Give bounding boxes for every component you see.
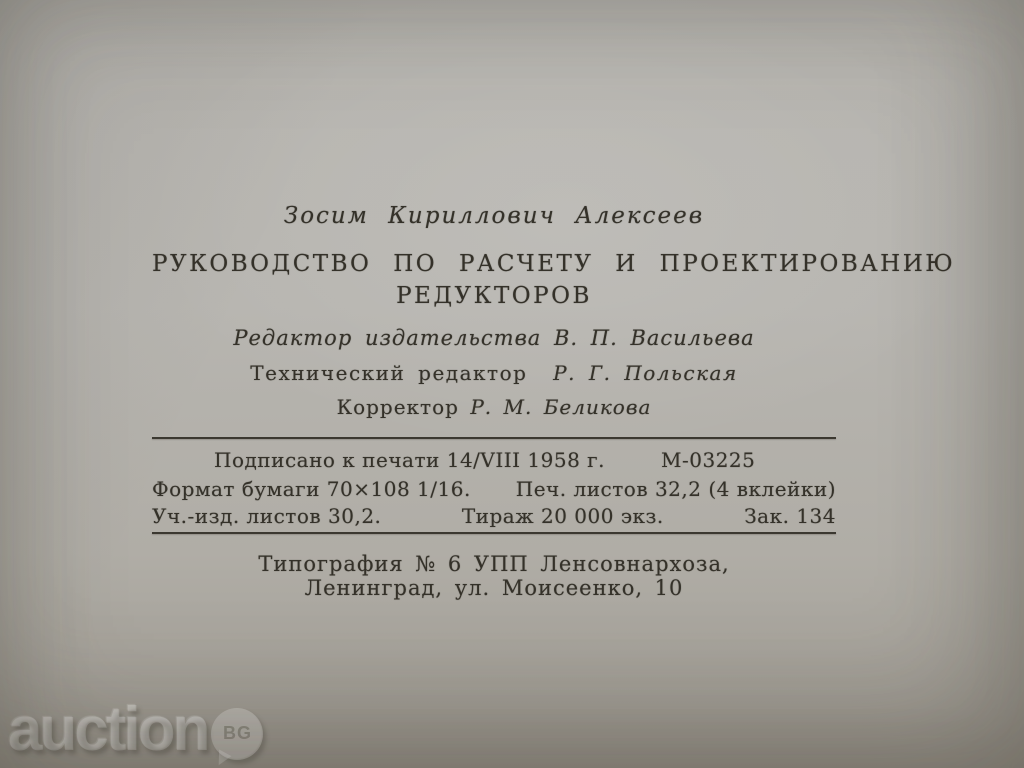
book-title-line-1: РУКОВОДСТВО ПО РАСЧЕТУ И ПРОЕКТИРОВАНИЮ <box>152 251 956 277</box>
author-name: Зосим Кириллович Алексеев <box>283 203 705 229</box>
publishing-editor-line: Редактор издательства В. П. Васильева <box>233 326 755 350</box>
divider-rule-top <box>152 437 836 439</box>
printing-house-line: Типография № 6 УПП Ленсовнархоза, <box>258 552 730 576</box>
auction-bg-watermark <box>8 694 263 765</box>
printing-house-address-line: Ленинград, ул. Моисеенко, 10 <box>304 576 684 600</box>
watermark-wordmark: auction <box>8 695 208 764</box>
imprint-line-print-date <box>152 448 836 472</box>
print-order-code: М-03225 <box>661 448 756 472</box>
paper-format-text: Формат бумаги 70×108 1/16. <box>152 477 471 501</box>
technical-editor-name: Р. Г. Польская <box>553 361 738 385</box>
imprint-line-circulation <box>152 504 836 528</box>
imprint-line-paper-format <box>152 477 836 501</box>
technical-editor-label: Технический редактор <box>250 361 528 385</box>
corrector-line <box>152 395 836 419</box>
order-number-text: Зак. 134 <box>744 504 836 528</box>
technical-editor-line <box>152 361 836 385</box>
corrector-label: Корректор <box>336 395 459 419</box>
circulation-text: Тираж 20 000 экз. <box>461 504 664 528</box>
printed-sheets-text: Печ. листов 32,2 (4 вклейки) <box>515 477 836 501</box>
watermark-badge-label: BG <box>222 723 252 743</box>
watermark-bg-badge-icon <box>211 708 263 760</box>
print-date-text: Подписано к печати 14/VIII 1958 г. <box>214 448 606 472</box>
divider-rule-bottom <box>152 532 836 534</box>
book-title-line-2: РЕДУКТОРОВ <box>396 283 592 309</box>
publisher-sheets-text: Уч.-изд. листов 30,2. <box>152 504 382 528</box>
corrector-name: Р. М. Беликова <box>470 395 652 419</box>
